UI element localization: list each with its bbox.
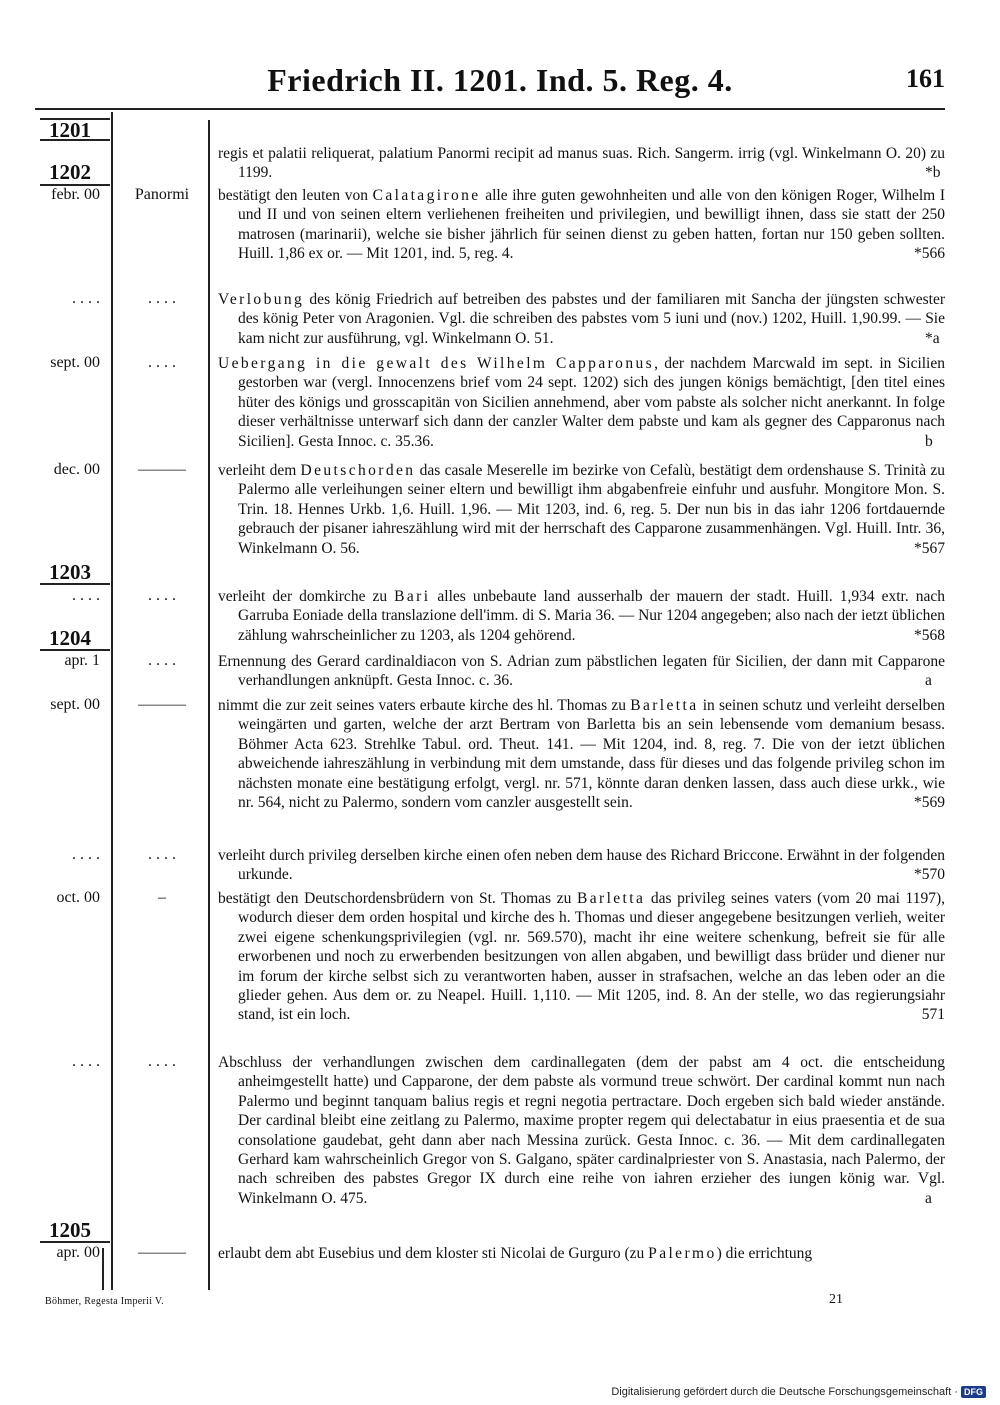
entry-text: erlaubt dem abt Eusebius und dem kloster sti Nicolai de Gurguro (zu	[218, 1245, 649, 1262]
entry-text: Abschluss der verhandlungen zwischen dem cardinallegaten (dem der pabst am 4 oct. die entscheidung anheimgestellt hatte) und Capparone, der dem pabste als vormund treue schwört. Der cardinal kommt nun nach Palermo und beginnt tanquam balius regis et regni negotia pertractare. Doch ergeben sich bald wieder anstände. Der cardinal bleibt eine zeitlang zu Palermo, maxime propter regem qui delectabatur in eius praesentia et de sua consolatione gaudebat, geht dann aber nach Messina zurück. Gesta Innoc. c. 36. — Mit dem cardinallegaten Gerhard kam wahrscheinlich Gregor von S. Galgano, später cardinalpriester von S. Anastasia, nach Palermo, der nach schreiben des pabstes Gregor IX durch eine reihe von iahren erzieher des iungen könig war. Vgl. Winkelmann O. 475.	[218, 1054, 945, 1207]
entry-place: . . . .	[148, 1053, 176, 1070]
entry-date: sept. 00	[50, 696, 100, 713]
entry-date: sept. 00	[50, 354, 100, 371]
year-marker-1203: 1203	[49, 560, 91, 584]
entry-text: bestätigt den leuten von	[218, 187, 373, 204]
entry-date: dec. 00	[53, 461, 100, 478]
entry-place-spaced: Barletta	[576, 890, 646, 907]
entry-text: nimmt die zur zeit seines vaters erbaute kirche des hl. Thomas zu	[218, 697, 631, 714]
entry-reference: b	[925, 432, 933, 450]
header-rule	[35, 108, 945, 110]
entry-date: . . . .	[72, 587, 100, 604]
dfg-logo: DFG	[961, 1386, 986, 1398]
regest-entry	[218, 186, 945, 264]
entry-reference: *567	[914, 539, 945, 557]
regest-entry	[218, 846, 945, 885]
entry-reference: *569	[914, 794, 945, 812]
entry-place: . . . .	[148, 652, 176, 669]
year-marker-1201: 1201	[49, 118, 91, 142]
entry-text: verleiht durch privileg derselben kirche einen ofen neben dem hause des Richard Briccone. Erwähnt in der folgenden urkunde.	[218, 847, 945, 884]
entry-place: . . . .	[148, 290, 176, 307]
entry-text-cont: ) die errichtung	[716, 1245, 813, 1262]
regest-entry	[218, 144, 945, 183]
entry-text: regis et palatii reliquerat, palatium Panormi recipit ad manus suas. Rich. Sangerm. irrig (vgl. Winkelmann O. 20) zu 1199.	[218, 145, 945, 182]
entry-place: . . . .	[148, 587, 176, 604]
entry-reference: *568	[914, 626, 945, 644]
entry-text-cont: alles unbebaute land ausserhalb der mauern der stadt. Huill. 1,934 extr. nach Garruba Eoniade della translazione dell'imm. di S. Maria 36. — Nur 1204 angegeben; also nach der ietzt üblichen zählung wahrscheinlicher zu 1203, als 1204 gehörend.	[238, 588, 945, 644]
page-title: Friedrich II. 1201. Ind. 5. Reg. 4.	[267, 62, 733, 98]
footer-source: Böhmer, Regesta Imperii V.	[45, 1296, 164, 1307]
entry-reference: *a	[925, 329, 940, 347]
entry-place: ———	[138, 461, 186, 478]
entry-keyword-spaced: Deutschorden	[300, 462, 416, 479]
regest-entry	[218, 587, 945, 645]
entry-place: Panormi	[134, 186, 190, 203]
regest-entry	[218, 354, 945, 451]
entry-keyword-spaced: Verlobung	[218, 291, 305, 308]
entry-text-cont: des könig Friedrich auf betreiben des pabstes und der familiaren mit Sancha der jüngsten schwester des könig Peter von Aragonien. Vgl. die schreiben des pabstes vom 5 iuni und (nov.) 1202, Huill. 1,90.99. — Sie kam nicht zur ausführung, vgl. Winkelmann O. 51.	[238, 291, 945, 347]
regest-entry	[218, 652, 945, 691]
entry-date: . . . .	[72, 846, 100, 863]
entry-reference: *570	[914, 866, 945, 884]
entry-place: ———	[138, 1244, 186, 1261]
entry-place-spaced: Bari	[394, 588, 431, 605]
entry-text-cont: alle ihre guten gewohnheiten und alle von den königen Roger, Wilhelm I und II und von seinen eltern verliehenen freiheiten und privilegien, und bewilligt ihnen, dass sie statt der 250 matrosen (marinarii), welche sie bisher jährlich für seinen dienst zu geben hatten, fortan nur 150 geben sollten. Huill. 1,86 ex or. — Mit 1201, ind. 5, reg. 4.	[238, 187, 945, 263]
regest-entry	[218, 889, 945, 1025]
entry-text-cont: das privileg seines vaters (vom 20 mai 1197), wodurch dieser dem orden hospital und kirche des h. Thomas und dieser angegebene besitzungen verlieh, weiter zwei eigene schenkungsprivilegien (vgl. nr. 569.570), macht ihr eine weitere schenkung, befreit sie für alle erworbenen und noch zu erwerbenden besitzungen von allen abgaben, und bewilligt dass brüder und diener nur im forum der kirche selbst sich zu verantworten haben, ausser in strafsachen, welche an das leben oder an die glieder gehen. Aus dem or. zu Neapel. Huill. 1,110. — Mit 1205, ind. 8. An der stelle, wo das regierungsiahr stand, ist ein loch.	[238, 890, 945, 1024]
entry-keyword-spaced: Uebergang in die gewalt des Wilhelm Capparonus	[218, 355, 655, 372]
entry-text-cont: in seinen schutz und verleiht derselben weingärten und garten, welche der arzt Bertram von Barletta bis an sein lebensende vom demanium besass. Böhmer Acta 623. Strehlke Tabul. ord. Theut. 141. — Mit 1204, ind. 8, reg. 7. Die von der ietzt üblichen abweichende iahreszählung in verbindung mit dem umstande, dass für dieses und das folgende privileg schon im nächsten monate eine bestätigung erfolgt, vergl. nr. 571, könnte daran denken lassen, dass auch diese urkk., wie nr. 564, nicht zu Palermo, sondern vom canzler ausgestellt sein.	[238, 697, 945, 812]
entry-text: Ernennung des Gerard cardinaldiacon von S. Adrian zum päbstlichen legaten für Sicilien, der dann mit Capparone verhandlungen anknüpft. Gesta Innoc. c. 36.	[218, 653, 945, 690]
regest-entry	[218, 461, 945, 558]
regest-entry	[218, 1244, 945, 1263]
entry-reference: a	[925, 1189, 932, 1207]
entry-place-spaced: Calatagirone	[372, 187, 481, 204]
entry-date: apr. 1	[64, 652, 100, 669]
page-number: 161	[906, 64, 945, 93]
entry-text-cont: das casale Meserelle im bezirke von Cefalù, bestätigt dem ordenshause S. Trinità zu Palermo alle verleihungen seiner eltern und bewilligt ihm abgabenfreie einfuhr und ausfuhr. Mongitore Mon. S. Trin. 18. Hennes Urkb. 1,6. Huill. 1,96. — Mit 1203, ind. 6, reg. 5. Der nun bis in das iahr 1206 fortdauernde gebrauch der pisaner iahreszählung wird mit der herrschaft des Capparone zusammenhängen. Vgl. Huill. Intr. 36, Winkelmann O. 56.	[238, 462, 945, 557]
year-marker-1205: 1205	[49, 1218, 91, 1242]
year-marker-1204: 1204	[49, 626, 91, 650]
entry-reference: a	[925, 672, 932, 690]
entry-text: bestätigt den Deutschordensbrüdern von St. Thomas zu	[218, 890, 577, 907]
entry-place: . . . .	[148, 846, 176, 863]
dfg-banner-text: Digitalisierung gefördert durch die Deutsche Forschungsgemeinschaft ·	[611, 1386, 958, 1398]
entry-place: . . . .	[148, 354, 176, 371]
year-marker-1202: 1202	[49, 160, 91, 184]
entry-text: verleiht dem	[218, 462, 301, 479]
regest-entry	[218, 1053, 945, 1208]
entry-reference: *566	[914, 245, 945, 263]
entry-text-cont: , der nachdem Marcwald im sept. in Sicilien gestorben war (vergl. Innocenzens brief vom 24 sept. 1202) sich des jungen königs bemächtigt, [den titel eines hüter des königs und grosscapitän von Sicilien annehmend, aber vom pabste als solcher nicht anerkannt. In folge dieser verhältnisse unterwarf sich dann der canzler Walter dem pabste und kam als gegner des Capparonus nach Sicilien]. Gesta Innoc. c. 35.36.	[238, 355, 945, 450]
entry-date: . . . .	[72, 290, 100, 307]
entry-date: apr. 00	[56, 1244, 100, 1261]
entry-date: oct. 00	[56, 889, 100, 906]
regest-entry	[218, 696, 945, 812]
dfg-banner	[611, 1386, 986, 1398]
entry-date: . . . .	[72, 1053, 100, 1070]
entry-reference: 571	[921, 1006, 945, 1024]
regest-entry	[218, 290, 945, 348]
column-rule-place	[102, 1248, 104, 1290]
entry-text: verleiht der domkirche zu	[218, 588, 395, 605]
entry-place-spaced: Palermo	[648, 1245, 717, 1262]
entry-date: febr. 00	[51, 186, 100, 203]
footer-signature: 21	[829, 1292, 843, 1307]
entry-reference: *b	[925, 164, 941, 182]
entry-place: ———	[138, 696, 186, 713]
entry-place: –	[158, 889, 166, 906]
entry-place-spaced: Barletta	[630, 697, 699, 714]
